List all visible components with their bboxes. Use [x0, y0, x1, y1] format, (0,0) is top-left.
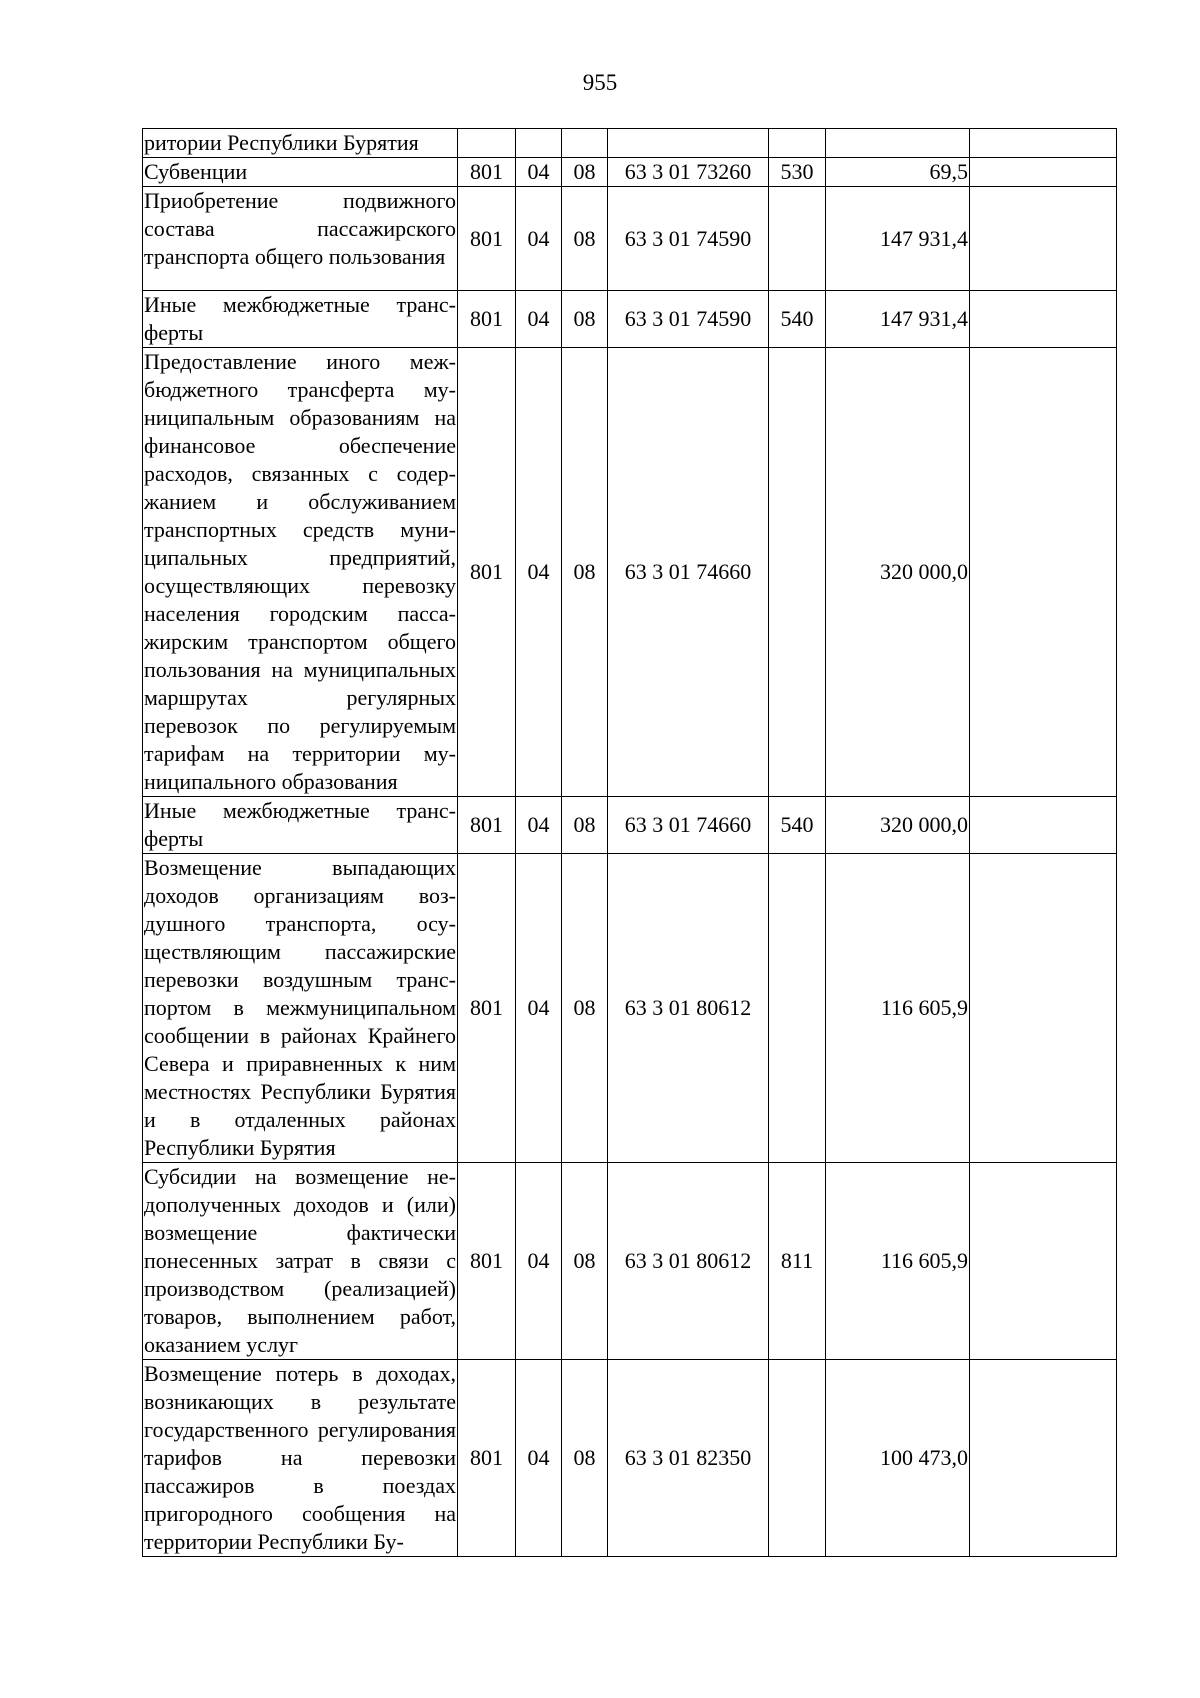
section-code-cell: 04: [516, 291, 562, 348]
table-row: [143, 158, 1117, 187]
subsection-code-cell: 08: [562, 854, 608, 1163]
subsection-code-cell: 08: [562, 1360, 608, 1557]
ministry-code-cell: 801: [458, 187, 516, 291]
amount-cell: [826, 129, 970, 158]
empty-cell: [970, 291, 1117, 348]
ministry-code-cell: 801: [458, 854, 516, 1163]
ministry-code-cell: 801: [458, 1163, 516, 1360]
table-row: [143, 797, 1117, 854]
ministry-code-cell: [458, 129, 516, 158]
table-row: [143, 1360, 1117, 1557]
target-article-cell: 63 3 01 73260: [608, 158, 769, 187]
expense-type-cell: [769, 348, 826, 797]
row-name-cell: Субвенции: [143, 158, 458, 187]
subsection-code-cell: 08: [562, 158, 608, 187]
ministry-code-cell: 801: [458, 797, 516, 854]
section-code-cell: [516, 129, 562, 158]
subsection-code-cell: 08: [562, 187, 608, 291]
expense-type-cell: [769, 854, 826, 1163]
target-article-cell: [608, 129, 769, 158]
empty-cell: [970, 158, 1117, 187]
empty-cell: [970, 187, 1117, 291]
amount-cell: 69,5: [826, 158, 970, 187]
section-code-cell: 04: [516, 797, 562, 854]
expense-type-cell: 540: [769, 291, 826, 348]
subsection-code-cell: 08: [562, 797, 608, 854]
ministry-code-cell: 801: [458, 1360, 516, 1557]
empty-cell: [970, 129, 1117, 158]
subsection-code-cell: 08: [562, 1163, 608, 1360]
empty-cell: [970, 854, 1117, 1163]
subsection-code-cell: [562, 129, 608, 158]
table-row: [143, 187, 1117, 291]
amount-cell: 116 605,9: [826, 1163, 970, 1360]
target-article-cell: 63 3 01 74590: [608, 187, 769, 291]
section-code-cell: 04: [516, 158, 562, 187]
amount-cell: 320 000,0: [826, 348, 970, 797]
amount-cell: 320 000,0: [826, 797, 970, 854]
row-name-cell: Возмещение потерь в доходах, возникающих в результате государственного регулирования тарифов на перевозки пассажиров в поездах пригородного сообщения на территории Республики Бу-: [143, 1360, 458, 1557]
target-article-cell: 63 3 01 74590: [608, 291, 769, 348]
ministry-code-cell: 801: [458, 158, 516, 187]
target-article-cell: 63 3 01 74660: [608, 797, 769, 854]
table-row: [143, 348, 1117, 797]
budget-table: [142, 128, 1117, 1557]
row-name-cell: Приобретение подвижного состава пассажирского транспорта общего пользования: [143, 187, 458, 291]
ministry-code-cell: 801: [458, 348, 516, 797]
empty-cell: [970, 348, 1117, 797]
row-name-cell: Возмещение выпадающих доходов организациям воздушного транспорта, осуществляющим пассажирские перевозки воздушным транспортом в межмуниципальном сообщении в районах Крайнего Севера и приравненных к ним местностях Республики Бурятия и в отдаленных районах Республики Бурятия: [143, 854, 458, 1163]
section-code-cell: 04: [516, 348, 562, 797]
section-code-cell: 04: [516, 1360, 562, 1557]
row-name-cell: Субсидии на возмещение недополученных доходов и (или) возмещение фактически понесенных затрат в связи с производством (реализацией) товаров, выполнением работ, оказанием услуг: [143, 1163, 458, 1360]
expense-type-cell: 530: [769, 158, 826, 187]
table-row: [143, 129, 1117, 158]
target-article-cell: 63 3 01 80612: [608, 1163, 769, 1360]
target-article-cell: 63 3 01 80612: [608, 854, 769, 1163]
empty-cell: [970, 1163, 1117, 1360]
amount-cell: 116 605,9: [826, 854, 970, 1163]
target-article-cell: 63 3 01 82350: [608, 1360, 769, 1557]
expense-type-cell: 811: [769, 1163, 826, 1360]
table-row: [143, 1163, 1117, 1360]
row-name-cell: Предоставление иного межбюджетного трансферта муниципальным образованиям на финансовое обеспечение расходов, связанных с содержанием и обслуживанием транспортных средств муниципальных предприятий, осуществляющих перевозку населения городским пассажирским транспортом общего пользования на муниципальных маршрутах регулярных перевозок по регулируемым тарифам на территории муниципального образования: [143, 348, 458, 797]
table-row: [143, 854, 1117, 1163]
section-code-cell: 04: [516, 854, 562, 1163]
row-name-cell: Иные межбюджетные трансферты: [143, 291, 458, 348]
empty-cell: [970, 1360, 1117, 1557]
table-row: [143, 291, 1117, 348]
row-name-cell: ритории Республики Бурятия: [143, 129, 458, 158]
target-article-cell: 63 3 01 74660: [608, 348, 769, 797]
section-code-cell: 04: [516, 187, 562, 291]
table-body: [143, 129, 1117, 1557]
subsection-code-cell: 08: [562, 348, 608, 797]
subsection-code-cell: 08: [562, 291, 608, 348]
row-name-cell: Иные межбюджетные трансферты: [143, 797, 458, 854]
expense-type-cell: 540: [769, 797, 826, 854]
amount-cell: 100 473,0: [826, 1360, 970, 1557]
amount-cell: 147 931,4: [826, 187, 970, 291]
expense-type-cell: [769, 129, 826, 158]
expense-type-cell: [769, 187, 826, 291]
expense-type-cell: [769, 1360, 826, 1557]
amount-cell: 147 931,4: [826, 291, 970, 348]
ministry-code-cell: 801: [458, 291, 516, 348]
page-number: 955: [582, 70, 618, 95]
section-code-cell: 04: [516, 1163, 562, 1360]
empty-cell: [970, 797, 1117, 854]
